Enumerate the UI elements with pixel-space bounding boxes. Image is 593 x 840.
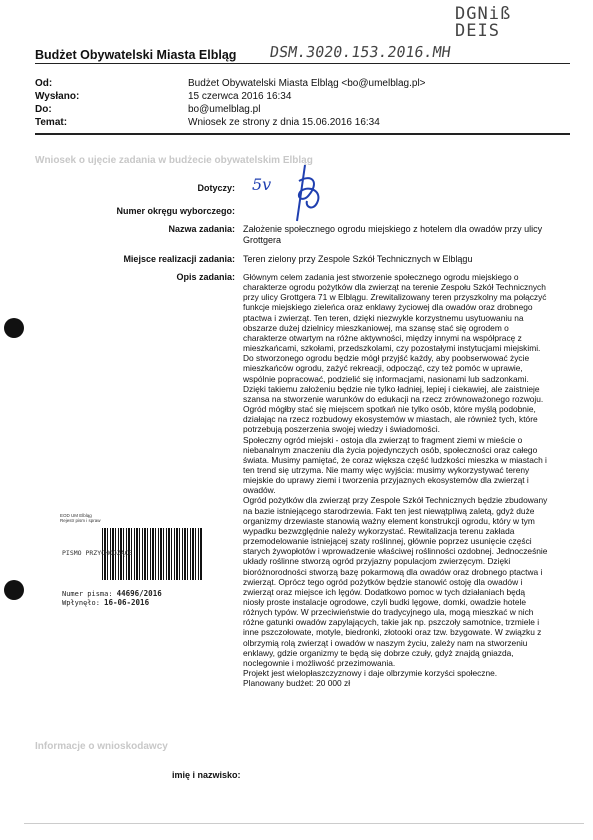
location-label: Miejsce realizacji zadania: [123, 254, 235, 264]
location-value: Teren zielony przy Zespole Szkół Technicznych w Elblągu [243, 254, 473, 264]
to-label: Do: [35, 104, 52, 115]
punch-hole [4, 580, 24, 600]
header-divider [35, 63, 570, 64]
description-paragraph: Projekt jest wielopłaszczyznowy i daje olbrzymie korzyści społeczne. [243, 668, 498, 679]
task-name-label: Nazwa zadania: [168, 224, 235, 234]
description-paragraph: Głównym celem zadania jest stworzenie społecznego ogrodu miejskiego o charakterze ogrodu pożytków dla zwierząt na terenie Zespołu Szkół Technicznych przy ulicy Grottgera 71 w Elblągu. Zrewitalizowany teren przyszkolny ma połączyć funkcje miejskiego zieleńca oraz enklawy życiowej dla owadów oraz drobnego ptactwa i zwierząt. Ten teren, dzięki niezwykle korzystnemu usytuowaniu na obszarze dużej dzielnicy mieszkaniowej, ma szansę stać się ogrodem o charakterze otwartym na różne aktywności, między innymi na współpracę z mieszkańcami, szkołami, przedszkolami, czy pozostałymi instytucjami miejskimi. Do stworzonego ogrodu będzie mógł przyjść każdy, aby poobserwować życie mieszkańców ogrodu, zażyć rekreacji, odpocząć, czy też pomóc w uprawie, wspólnie popracować, podzielić się informacjami, nasionami lub sadzonkami. Dzięki takiemu założeniu będzie nie tylko ładniej, lepiej i ciekawiej, ale zaistnieje szansa na stworzenie warunków do edukacji na rzecz zrównoważonego rozwoju. Ogród mógłby stać się miejscem spotkań nie tylko osób, które myślą podobnie, działając na rzecz rozbudowy ekosystemów w miastach, ale również tych, które potrzebują poszerzenia swojej wiedzy i świadomości. [243, 272, 547, 435]
from-value: Budżet Obywatelski Miasta Elbląg <bo@umelblag.pl> [188, 78, 426, 89]
handwritten-annotation-top-right [455, 6, 511, 40]
description-label: Opis zadania: [176, 272, 235, 282]
document-header-title: Budżet Obywatelski Miasta Elbląg [35, 48, 237, 62]
description-paragraph: Ogród pożytków dla zwierząt przy Zespole Szkół Technicznych będzie zbudowany na bazie istniejącego starodrzewia. Fakt ten jest niewątpliwą zaletą, gdyż duże organizmy drzewiaste stanowią ważny element konstrukcji ogrodu, który w tym wypadku bezwzględnie należy wykorzystać. Rewitalizacja terenu zakłada przemodelowanie istniejącej szaty roślinnej, głównie poprzez usunięcie części starych żywopłotów i wprowadzenie właściwej roślinności ozdobnej. Jednocześnie układy roślinne stworzą ogród przyjazny populacjom zwierzęcym. Dzięki bioróżnorodności stworzą bazę pokarmową dla owadów oraz drobnego ptactwa i zwierząt. Oprócz tego ogród pożytków będzie stanowić ostoję dla owadów i zwierząt oraz miejsce ich lęgów. Dodatkowo pomoc w tych działaniach będą niosły proste instalacje ogrodowe, czyli budki lęgowe, domki, owadzie hotele różnych typów. W przeciwieństwie do tradycyjnego ula, mogą mieszkać w nich różne gatunki owadów zapylających, takie jak np. pszczoły samotnice, trzmiele i inne pszczołowate, motyle, biedronki, złotooki oraz tzw. bzygowate. W związku z olbrzymią rolą zwierząt i owadów w naszym życiu, zależy nam na stworzeniu enklawy, gdzie organizmy te będą się dobrze czuły, gdyż znajdą gniazda, noclegownie i możliwość przezimowania. [243, 495, 548, 668]
handwritten-line: DGNiß [455, 4, 512, 24]
sent-label: Wysłano: [35, 91, 80, 102]
punch-hole [4, 318, 24, 338]
district-number-label: Numer okręgu wyborczego: [116, 206, 235, 216]
stamp-type: PISMO PRZYCHODZĄCE [62, 549, 133, 557]
applicant-name-label: imię i nazwisko: [172, 770, 241, 780]
stamp-number-row [62, 589, 162, 598]
task-name-value: Założenie społecznego ogrodu miejskiego z hotelem dla owadów przy ulicy Grottgera [243, 224, 543, 245]
district-label: Dotyczy: [197, 183, 235, 193]
to-value: bo@umelblag.pl [188, 104, 261, 115]
handwritten-case-number: DSM.3020.153.2016.MH [268, 43, 452, 61]
stamp-date-row [62, 598, 149, 607]
stamp-number-value: 44696/2016 [116, 589, 162, 598]
stamp-org-line: EOD UM Elbląg [60, 513, 92, 518]
handwritten-signature [283, 163, 331, 223]
stamp-date-value: 16-06-2016 [103, 598, 150, 607]
registry-stamp [60, 513, 205, 613]
bottom-divider [24, 823, 584, 824]
stamp-number-label: Numer pisma: [62, 590, 113, 598]
sent-value: 15 czerwca 2016 16:34 [188, 91, 292, 102]
subject-value: Wniosek ze strony z dnia 15.06.2016 16:34 [188, 117, 380, 128]
description-value [243, 272, 548, 688]
stamp-date-label: Wpłynęło: [62, 599, 100, 607]
applicant-section-title: Informacje o wnioskodawcy [35, 741, 168, 752]
budget-line: Planowany budżet: 20 000 zł [243, 678, 351, 689]
handwritten-line: DEIS [455, 21, 500, 41]
handwritten-district: 5v [252, 175, 272, 194]
from-label: Od: [35, 78, 53, 89]
description-paragraph: Społeczny ogród miejski - ostoja dla zwierząt to fragment ziemi w mieście o niebanalnym znaczeniu dla życia pojedynczych osób, społeczności oraz całego świata. Musimy pamiętać, że coraz większa część ludzkości mieszka w miastach i ten trend się utrzyma. Nie mamy więc wyjścia: musimy wykorzystywać tereny miejskie do uprawy ziemi i tworzenia przyjaznych ekosystemów dla zwierząt i owadów. [243, 434, 547, 496]
stamp-org-line: Rejestr pism i spraw [60, 518, 101, 523]
subject-label: Temat: [35, 117, 68, 128]
meta-divider [35, 133, 570, 135]
form-section-title: Wniosek o ujęcie zadania w budżecie obywatelskim Elbląg [35, 155, 313, 166]
stamp-org [60, 513, 101, 523]
